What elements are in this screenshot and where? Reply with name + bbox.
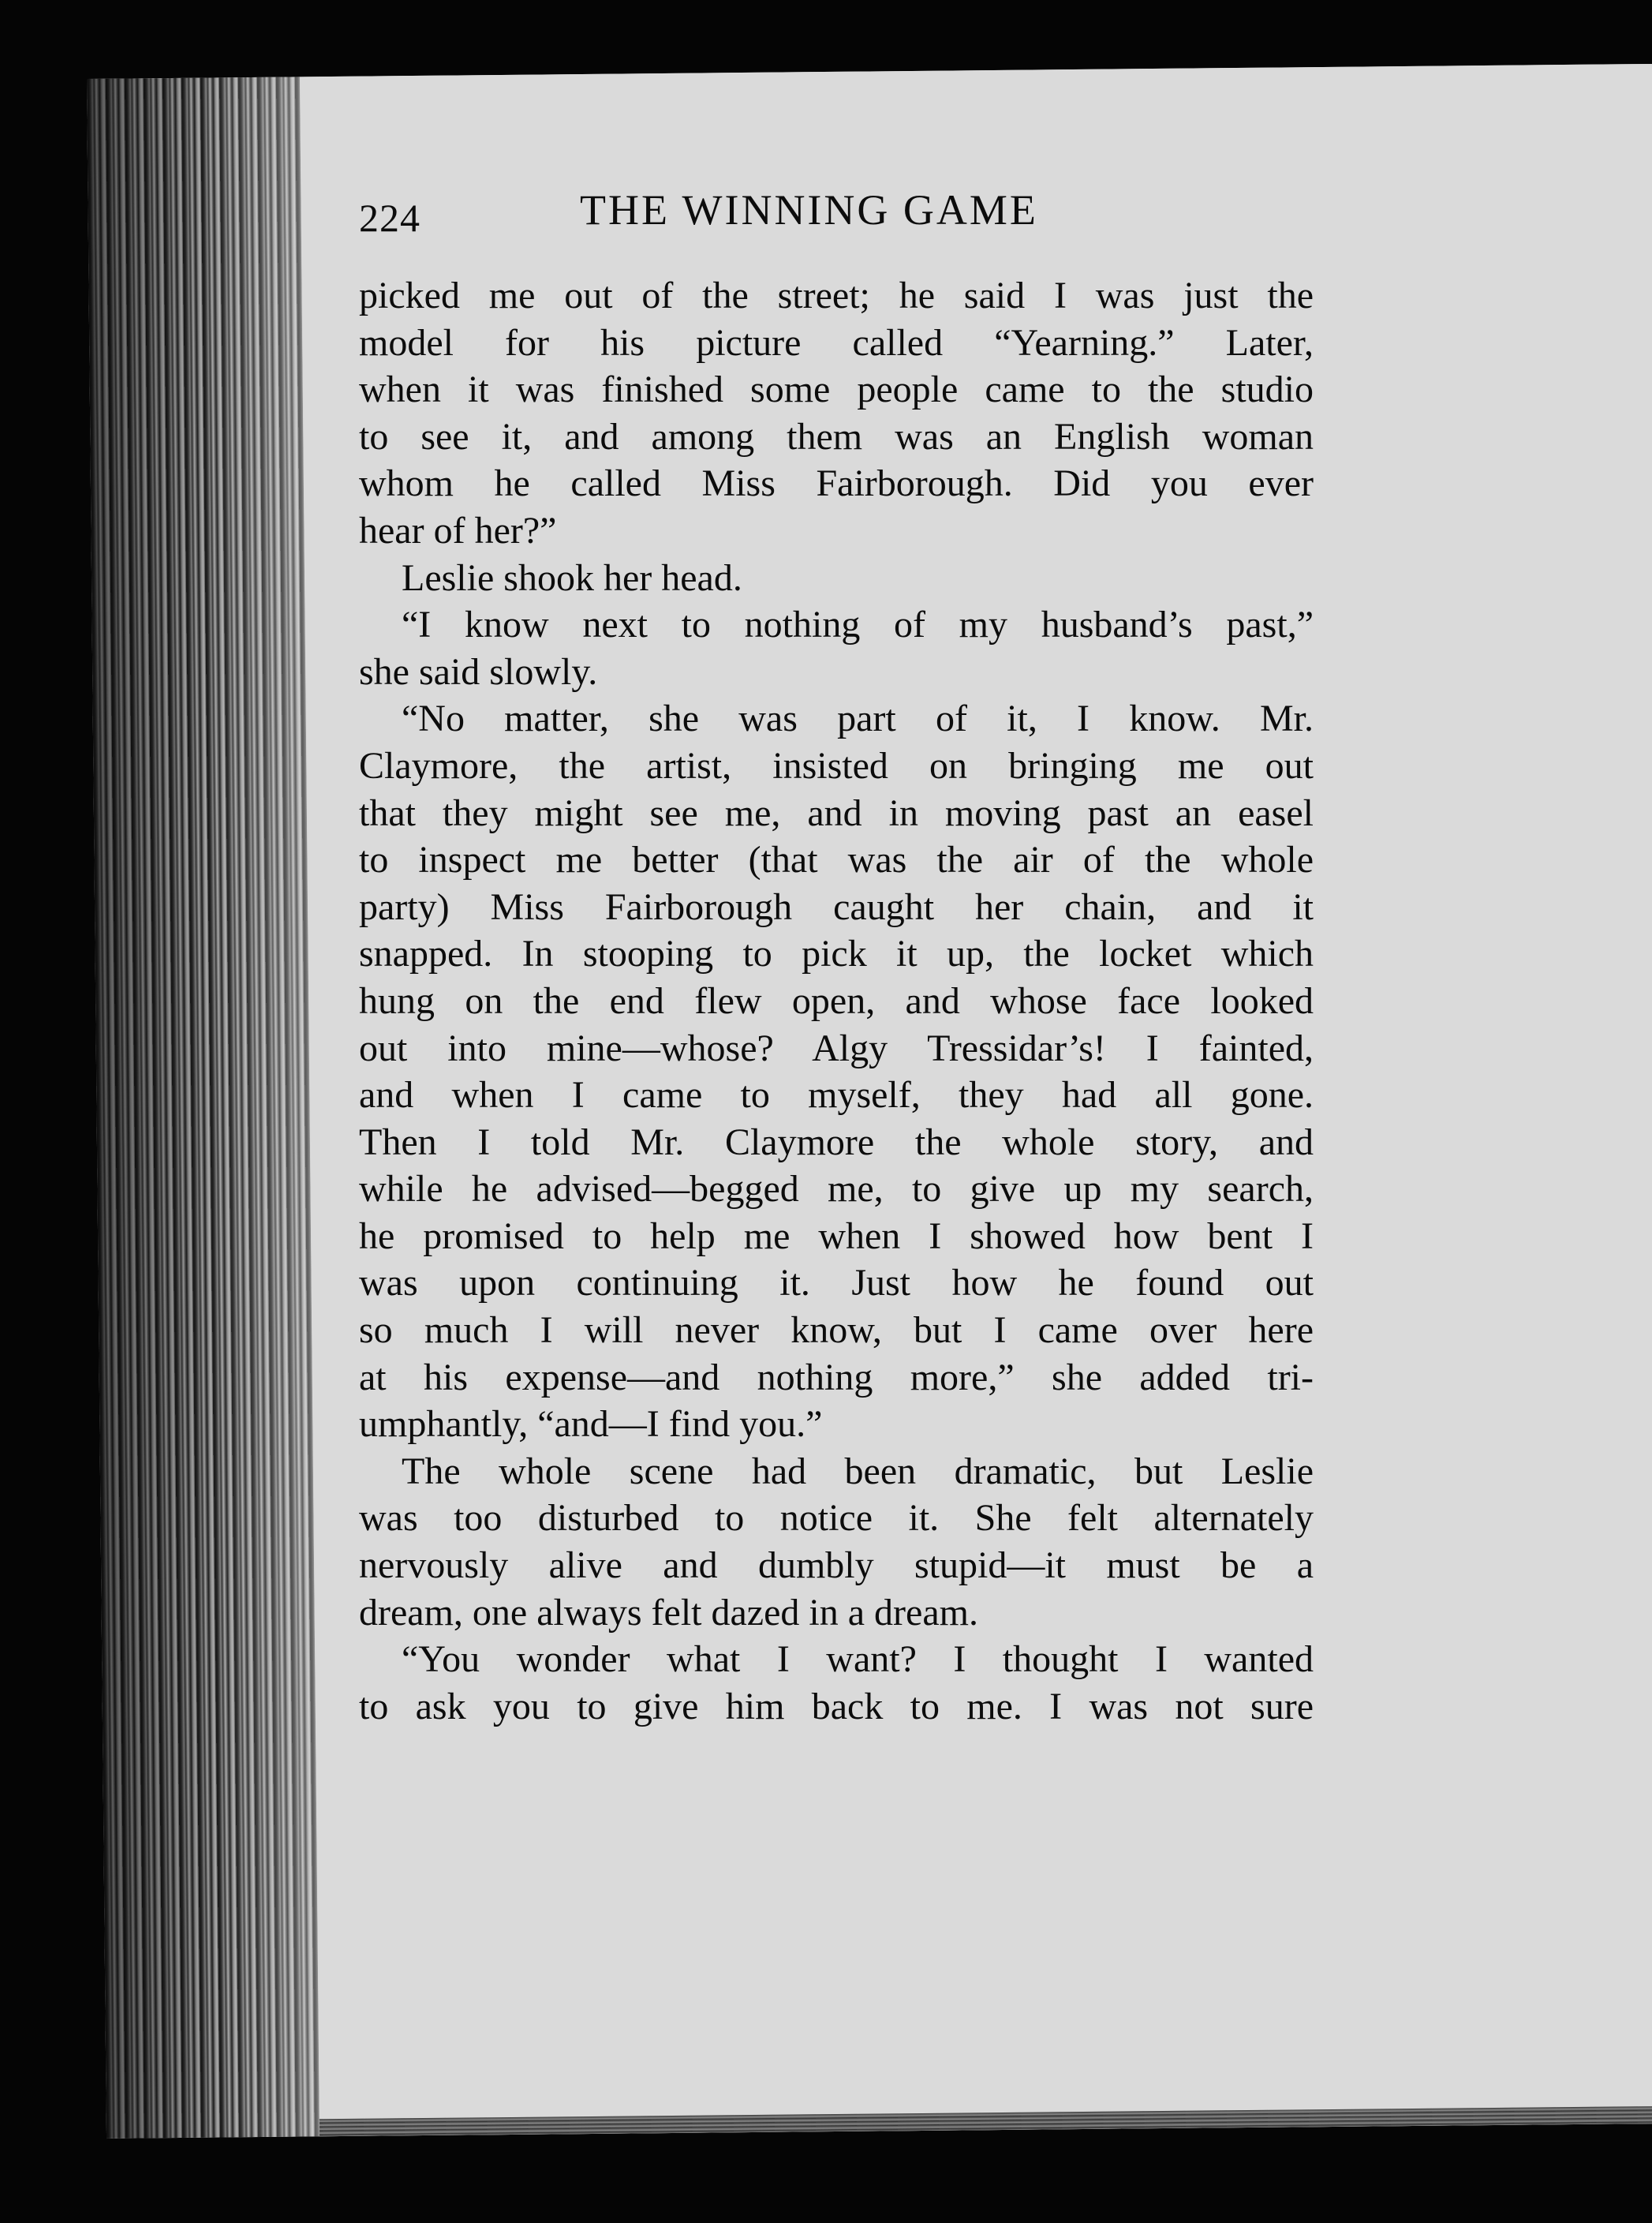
- text-line: was upon continuing it. Just how he found out: [359, 1262, 1314, 1304]
- text-line: she said slowly.: [359, 650, 598, 693]
- text-line: hear of her?”: [359, 509, 557, 552]
- text-line: snapped. In stooping to pick it up, the locket which: [359, 933, 1314, 975]
- page-header: [359, 185, 1306, 249]
- running-head: THE WINNING GAME: [580, 186, 1038, 234]
- text-line: model for his picture called “Yearning.” Later,: [359, 321, 1314, 364]
- text-line: The whole scene had been dramatic, but Leslie: [402, 1450, 1314, 1492]
- text-line: at his expense—and nothing more,” she added tri-: [359, 1356, 1314, 1398]
- text-line: “You wonder what I want? I thought I wanted: [402, 1638, 1314, 1681]
- text-line: whom he called Miss Fairborough. Did you ever: [359, 462, 1314, 505]
- text-line: Claymore, the artist, insisted on bringing me out: [359, 744, 1314, 787]
- text-line: while he advised—begged me, to give up my search,: [359, 1168, 1314, 1211]
- text-line: to inspect me better (that was the air of the whole: [359, 839, 1314, 881]
- text-line: and when I came to myself, they had all gone.: [359, 1074, 1314, 1117]
- text-line: to see it, and among them was an English woman: [359, 415, 1314, 458]
- page-edges: [87, 77, 320, 2138]
- text-line: that they might see me, and in moving past an easel: [359, 792, 1314, 834]
- text-line: hung on the end flew open, and whose face looked: [359, 979, 1314, 1022]
- text-line: to ask you to give him back to me. I was not sure: [359, 1685, 1314, 1727]
- text-line: “I know next to nothing of my husband’s past,”: [402, 604, 1314, 646]
- text-line: dream, one always felt dazed in a dream.: [359, 1591, 978, 1634]
- text-line: party) Miss Fairborough caught her chain, and it: [359, 885, 1314, 928]
- text-line: umphantly, “and—I find you.”: [359, 1403, 823, 1446]
- text-line: was too disturbed to notice it. She felt alternately: [359, 1497, 1314, 1540]
- text-line: out into mine—whose? Algy Tressidar’s! I fainted,: [359, 1027, 1314, 1069]
- text-line: so much I will never know, but I came over here: [359, 1309, 1314, 1352]
- text-line: when it was finished some people came to the studio: [359, 369, 1314, 411]
- text-line: he promised to help me when I showed how bent I: [359, 1214, 1314, 1257]
- text-line: Leslie shook her head.: [402, 556, 742, 599]
- text-line: “No matter, she was part of it, I know. Mr.: [402, 698, 1314, 740]
- text-line: Then I told Mr. Claymore the whole story, and: [359, 1121, 1314, 1163]
- body-text: [359, 272, 1314, 1730]
- page-bottom-edge: [320, 2106, 1652, 2136]
- page-number: 224: [359, 196, 420, 240]
- text-line: picked me out of the street; he said I was just the: [359, 275, 1314, 316]
- text-line: nervously alive and dumbly stupid—it must be a: [359, 1544, 1314, 1587]
